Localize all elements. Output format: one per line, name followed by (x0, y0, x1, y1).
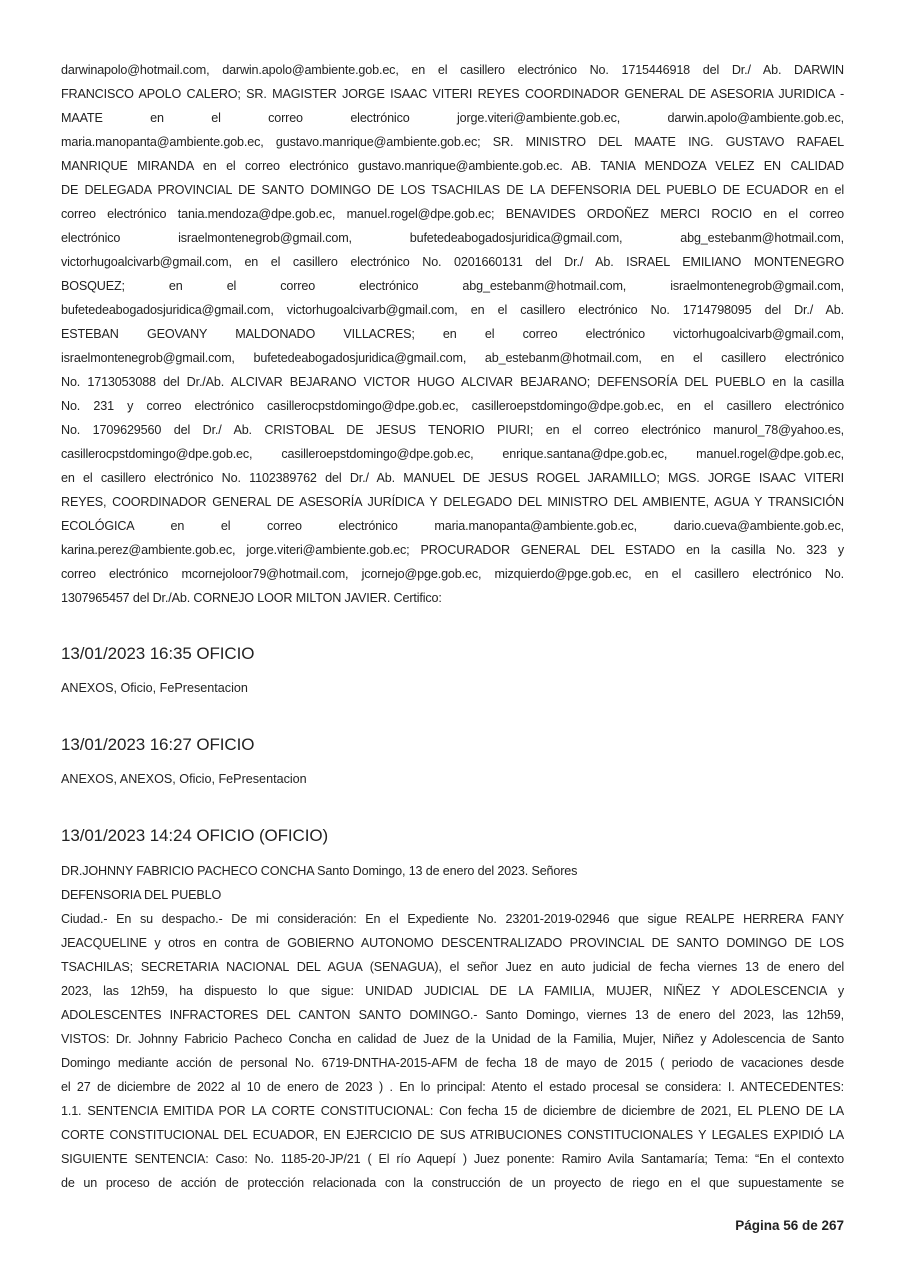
text-line: REYES, COORDINADOR GENERAL DE ASESORÍA JURÍDICA Y DELEGADO DEL MINISTRO DEL AMBIENTE, AGUA Y TRANSICIÓN (61, 495, 844, 509)
text-line: darwinapolo@hotmail.com, darwin.apolo@ambiente.gob.ec, en el casillero electrónico No. 1715446918 del Dr./ Ab. DARWIN (61, 63, 844, 77)
text-line: electrónico israelmontenegrob@gmail.com, bufetedeabogadosjuridica@gmail.com, abg_estebanm@hotmail.com, (61, 231, 844, 245)
text-line: MAATE en el correo electrónico jorge.viteri@ambiente.gob.ec, darwin.apolo@ambiente.gob.ec, (61, 111, 844, 125)
text-line: VISTOS: Dr. Johnny Fabricio Pacheco Concha en calidad de Juez de la Unidad de la Familia, Mujer, Niñez y Adolescencia de Santo (61, 1032, 844, 1046)
text-line: DE DELEGADA PROVINCIAL DE SANTO DOMINGO DE LOS TSACHILAS DE LA DEFENSORIA DEL PUEBLO DE ECUADOR en el (61, 183, 844, 197)
text-line: karina.perez@ambiente.gob.ec, jorge.viteri@ambiente.gob.ec; PROCURADOR GENERAL DEL ESTADO en la casilla No. 323 y (61, 543, 844, 557)
text-line: JEACQUELINE y otros en contra de GOBIERNO AUTONOMO DESCENTRALIZADO PROVINCIAL DE SANTO DOMINGO DE LOS (61, 936, 844, 950)
text-line: No. 231 y correo electrónico casillerocpstdomingo@dpe.gob.ec, casilleroepstdomingo@dpe.gob.ec, en el casillero electrónico (61, 399, 844, 413)
text-line: israelmontenegrob@gmail.com, bufetedeabogadosjuridica@gmail.com, ab_estebanm@hotmail.com, en el casillero electrónico (61, 351, 844, 365)
text-line: bufetedeabogadosjuridica@gmail.com, victorhugoalcivarb@gmail.com, en el casillero electrónico No. 1714798095 del Dr./ Ab. (61, 303, 844, 317)
page-number: Página 56 de 267 (735, 1218, 844, 1233)
text-line: 1.1. SENTENCIA EMITIDA POR LA CORTE CONSTITUCIONAL: Con fecha 15 de diciembre de diciembre de 2021, EL PLENO DE LA (61, 1104, 844, 1118)
text-line: DEFENSORIA DEL PUEBLO (61, 888, 222, 902)
text-line: correo electrónico tania.mendoza@dpe.gob.ec, manuel.rogel@dpe.gob.ec; BENAVIDES ORDOÑEZ MERCI ROCIO en el correo (61, 207, 844, 221)
text-line: el 27 de diciembre de 2022 al 10 de enero de 2023 ) . En lo principal: Atento el estado procesal se considera: I. ANTECEDENTES: (61, 1080, 844, 1094)
text-line: maria.manopanta@ambiente.gob.ec, gustavo.manrique@ambiente.gob.ec; SR. MINISTRO DEL MAATE ING. GUSTAVO RAFAEL (61, 135, 844, 149)
text-line: Ciudad.- En su despacho.- De mi consideración: En el Expediente No. 23201-2019-02946 que sigue REALPE HERRERA FANY (61, 912, 844, 926)
text-line: DR.JOHNNY FABRICIO PACHECO CONCHA Santo Domingo, 13 de enero del 2023. Señores (61, 864, 578, 878)
text-line: de un proceso de acción de protección relacionada con la construcción de un proyecto de riego en el que supuestamente se (61, 1176, 844, 1190)
text-line: CORTE CONSTITUCIONAL DEL ECUADOR, EN EJERCICIO DE SUS ATRIBUCIONES CONSTITUCIONALES Y LEGALES EXPIDIÓ LA (61, 1128, 844, 1142)
entry-heading: 13/01/2023 14:24 OFICIO (OFICIO) (61, 826, 329, 845)
entry-heading: 13/01/2023 16:35 OFICIO (61, 644, 255, 663)
notification-paragraph (61, 58, 844, 610)
text-line: casillerocpstdomingo@dpe.gob.ec, casilleroepstdomingo@dpe.gob.ec, enrique.santana@dpe.gob.ec, manuel.rogel@dpe.gob.ec, (61, 447, 844, 461)
text-line: No. 1709629560 del Dr./ Ab. CRISTOBAL DE JESUS TENORIO PIURI; en el correo electrónico manurol_78@yahoo.es, (61, 423, 844, 437)
text-line: Domingo mediante acción de personal No. 6719-DNTHA-2015-AFM de fecha 18 de mayo de 2015 ( periodo de vacaciones desde (61, 1056, 844, 1070)
text-line: ESTEBAN GEOVANY MALDONADO VILLACRES; en el correo electrónico victorhugoalcivarb@gmail.com, (61, 327, 844, 341)
text-line: No. 1713053088 del Dr./Ab. ALCIVAR BEJARANO VICTOR HUGO ALCIVAR BEJARANO; DEFENSORÍA DEL PUEBLO en la casilla (61, 375, 844, 389)
text-line: BOSQUEZ; en el correo electrónico abg_estebanm@hotmail.com, israelmontenegrob@gmail.com, (61, 279, 844, 293)
entry-heading: 13/01/2023 16:27 OFICIO (61, 735, 255, 754)
text-line: SIGUIENTE SENTENCIA: Caso: No. 1185-20-JP/21 ( El río Aquepí ) Juez ponente: Ramiro Avila Santamaría; Tema: “En el contexto (61, 1152, 844, 1166)
text-line: MANRIQUE MIRANDA en el correo electrónico gustavo.manrique@ambiente.gob.ec. AB. TANIA MENDOZA VELEZ EN CALIDAD (61, 159, 844, 173)
text-line: TSACHILAS; SECRETARIA NACIONAL DEL AGUA (SENAGUA), el señor Juez en auto judicial de fecha viernes 13 de enero del (61, 960, 844, 974)
text-line: ECOLÓGICA en el correo electrónico maria.manopanta@ambiente.gob.ec, dario.cueva@ambiente.gob.ec, (61, 519, 844, 533)
text-line: victorhugoalcivarb@gmail.com, en el casillero electrónico No. 0201660131 del Dr./ Ab. ISRAEL EMILIANO MONTENEGRO (61, 255, 844, 269)
text-line: correo electrónico mcornejoloor79@hotmail.com, jcornejo@pge.gob.ec, mizquierdo@pge.gob.ec, en el casillero electrónico No. (61, 567, 844, 581)
entry-attachments: ANEXOS, Oficio, FePresentacion (61, 681, 248, 695)
text-line: en el casillero electrónico No. 1102389762 del Dr./ Ab. MANUEL DE JESUS ROGEL JARAMILLO; MGS. JORGE ISAAC VITERI (61, 471, 844, 485)
entry-attachments: ANEXOS, ANEXOS, Oficio, FePresentacion (61, 772, 307, 786)
text-line: ADOLESCENTES INFRACTORES DEL CANTON SANTO DOMINGO.- Santo Domingo, viernes 13 de enero del 2023, las 12h59, (61, 1008, 844, 1022)
text-line: 1307965457 del Dr./Ab. CORNEJO LOOR MILTON JAVIER. Certifico: (61, 591, 442, 605)
text-line: 2023, las 12h59, ha dispuesto lo que sigue: UNIDAD JUDICIAL DE LA FAMILIA, MUJER, NIÑEZ Y ADOLESCENCIA y (61, 984, 844, 998)
oficio-body (61, 859, 844, 1195)
text-line: FRANCISCO APOLO CALERO; SR. MAGISTER JORGE ISAAC VITERI REYES COORDINADOR GENERAL DE ASESORIA JURIDICA - (61, 87, 844, 101)
